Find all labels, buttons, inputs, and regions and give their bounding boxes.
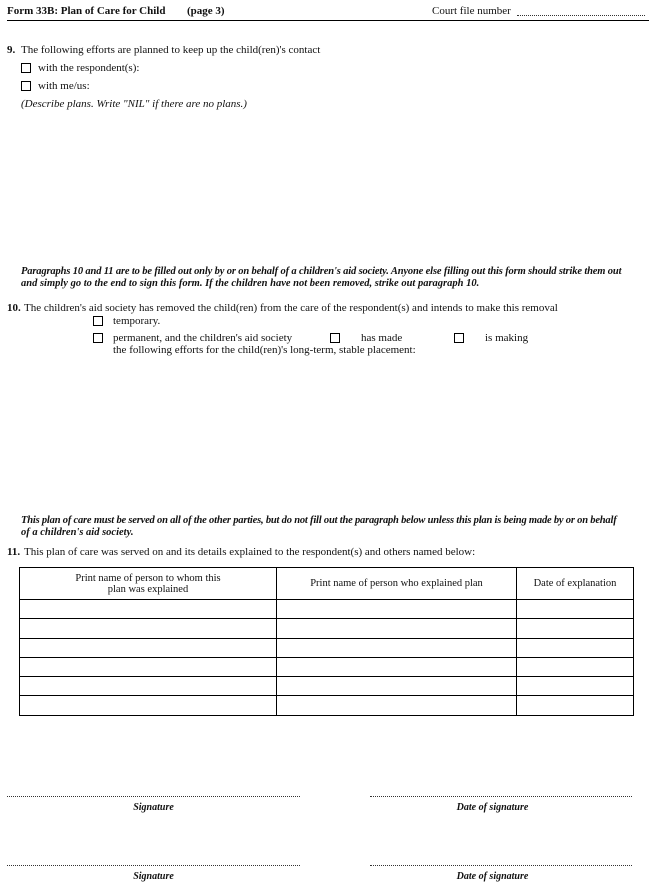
cell-person-explained-to[interactable] <box>20 638 277 657</box>
court-file-label: Court file number <box>432 5 511 17</box>
cell-person-who-explained[interactable] <box>277 657 517 676</box>
society-note-line2: and simply go to the end to sign this form. If the children have not been removed, strike out paragraph 10. <box>21 278 480 289</box>
cell-person-explained-to[interactable] <box>20 696 277 715</box>
checkbox-me[interactable] <box>21 81 31 91</box>
para9-number: 9. <box>7 44 16 56</box>
date-signature-line-2[interactable] <box>370 865 632 866</box>
cell-date[interactable] <box>517 657 634 676</box>
para9-instruction: (Describe plans. Write "NIL" if there are no plans.) <box>21 98 247 110</box>
checkbox-is-making[interactable] <box>454 333 464 343</box>
option-temporary-label: temporary. <box>113 315 161 327</box>
cell-person-explained-to[interactable] <box>20 677 277 696</box>
column-header-person-explained-to: Print name of person to whom this plan was explained <box>20 568 277 600</box>
cell-person-who-explained[interactable] <box>277 677 517 696</box>
cell-date[interactable] <box>517 638 634 657</box>
checkbox-has-made[interactable] <box>330 333 340 343</box>
column-header-person-who-explained: Print name of person who explained plan <box>277 568 517 600</box>
cell-person-who-explained[interactable] <box>277 619 517 638</box>
cell-person-who-explained[interactable] <box>277 696 517 715</box>
para9-text: The following efforts are planned to keep up the child(ren)'s contact <box>21 44 321 56</box>
option-respondents-label: with the respondent(s): <box>38 62 140 74</box>
explanation-table <box>19 567 634 716</box>
page-indicator: (page 3) <box>187 5 225 17</box>
cell-person-who-explained[interactable] <box>277 638 517 657</box>
option-has-made-label: has made <box>361 332 403 344</box>
cell-date[interactable] <box>517 696 634 715</box>
option-is-making-label: is making <box>485 332 529 344</box>
cell-person-explained-to[interactable] <box>20 600 277 619</box>
cell-date[interactable] <box>517 600 634 619</box>
cell-date[interactable] <box>517 619 634 638</box>
signature-line-1[interactable] <box>7 796 300 797</box>
para11-text: This plan of care was served on and its details explained to the respondent(s) and others named below: <box>24 546 476 558</box>
society-note-line1: Paragraphs 10 and 11 are to be filled out only by or on behalf of a children's aid society. Anyone else filling out this form should strike them out <box>21 266 622 277</box>
checkbox-temporary[interactable] <box>93 316 103 326</box>
cell-person-explained-to[interactable] <box>20 619 277 638</box>
court-file-number-field[interactable] <box>517 15 645 16</box>
table-row <box>20 619 634 638</box>
para10-number: 10. <box>7 302 21 314</box>
checkbox-permanent[interactable] <box>93 333 103 343</box>
option-me-label: with me/us: <box>38 80 90 92</box>
form-title: Form 33B: Plan of Care for Child <box>7 5 166 17</box>
date-signature-line-1[interactable] <box>370 796 632 797</box>
table-row <box>20 677 634 696</box>
cell-person-who-explained[interactable] <box>277 600 517 619</box>
signature-label-1: Signature <box>133 802 174 813</box>
column-header-date: Date of explanation <box>517 568 634 600</box>
table-row <box>20 696 634 715</box>
date-signature-label-1: Date of signature <box>456 802 529 813</box>
efforts-line: the following efforts for the child(ren)'s long-term, stable placement: <box>113 344 416 356</box>
option-permanent-label: permanent, and the children's aid society <box>113 332 293 344</box>
para9-plans-area[interactable] <box>21 116 641 256</box>
table-row <box>20 600 634 619</box>
service-note-line2: of a children's aid society. <box>21 527 134 538</box>
table-row <box>20 657 634 676</box>
para10-text: The children's aid society has removed the child(ren) from the care of the respondent(s) and intends to make this removal <box>24 302 558 314</box>
table-row <box>20 638 634 657</box>
para11-number: 11. <box>7 546 21 558</box>
signature-label-2: Signature <box>133 871 174 882</box>
header-divider <box>7 20 649 21</box>
cell-person-explained-to[interactable] <box>20 657 277 676</box>
cell-date[interactable] <box>517 677 634 696</box>
checkbox-respondents[interactable] <box>21 63 31 73</box>
signature-line-2[interactable] <box>7 865 300 866</box>
para10-efforts-area[interactable] <box>113 362 633 502</box>
service-note-line1: This plan of care must be served on all of the other parties, but do not fill out the paragraph below unless this plan is being made by or on behalf <box>21 515 617 526</box>
date-signature-label-2: Date of signature <box>456 871 529 882</box>
